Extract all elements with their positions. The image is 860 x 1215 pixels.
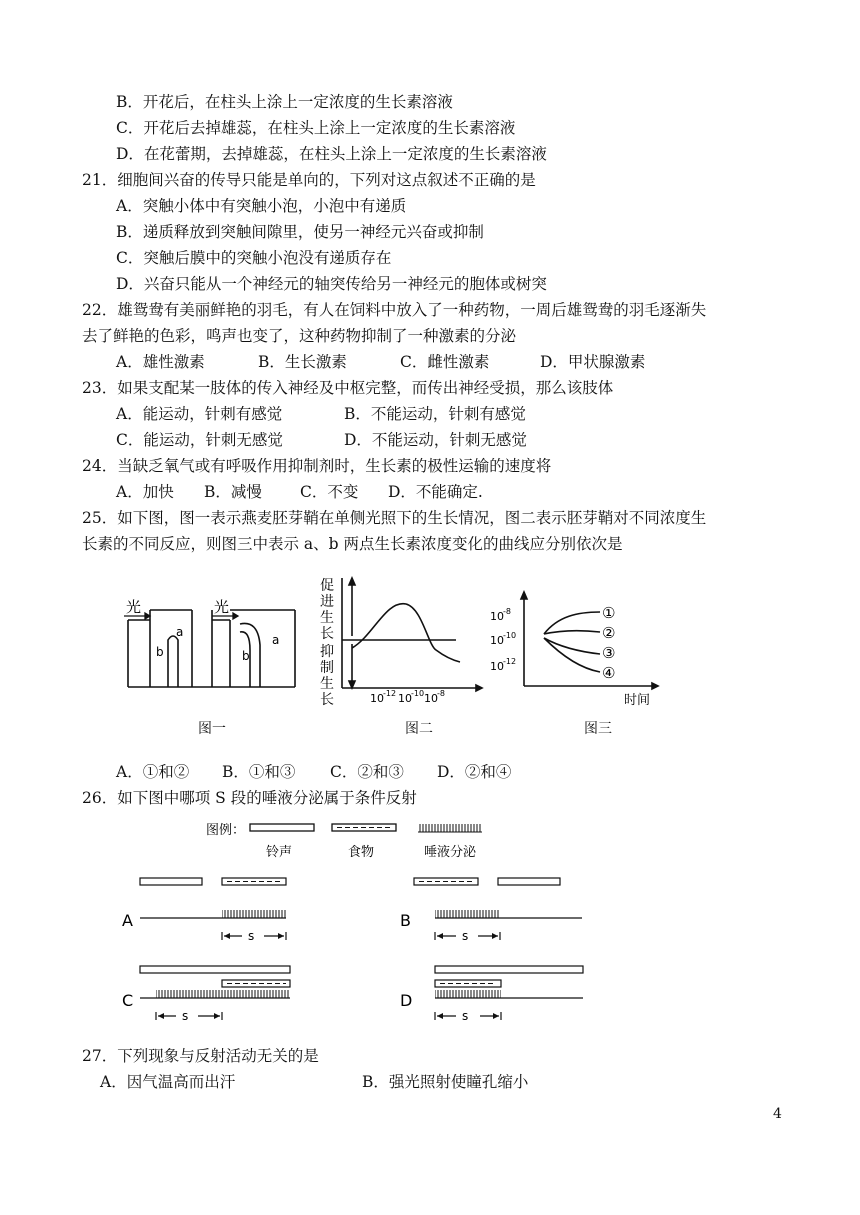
q21-option-b: B．递质释放到突触间隙里，使另一神经元兴奋或抑制 <box>116 223 484 241</box>
fig2-tick-2-exp: -10 <box>411 689 425 698</box>
q25-option-b: B．①和③ <box>222 763 296 781</box>
fig2-inhibit-char-1: 抑 <box>320 644 334 660</box>
fig2-tick-3-exp: -8 <box>437 689 445 698</box>
fig1-caption: 图一 <box>198 721 226 737</box>
q21-option-d: D．兴奋只能从一个神经元的轴突传给另一神经元的胞体或树突 <box>116 275 547 293</box>
q22-stem-line2: 去了鲜艳的色彩，鸣声也变了，这种药物抑制了一种激素的分泌 <box>82 327 517 345</box>
q26-panel-d-label: D <box>400 991 413 1010</box>
fig2-tick-3-base: 10 <box>424 692 438 705</box>
q26-panel-d-s: s <box>462 1009 469 1023</box>
fig3-tick-3-base: 10 <box>490 660 504 673</box>
q25-stem-line1: 25．如下图，图一表示燕麦胚芽鞘在单侧光照下的生长情况，图二表示胚芽鞘对不同浓度生 <box>82 509 707 527</box>
fig1-label-a-left: a <box>176 625 184 639</box>
q22-stem-line1: 22．雄鸳鸯有美丽鲜艳的羽毛，有人在饲料中放入了一种药物，一周后雄鸳鸯的羽毛逐渐失 <box>82 301 707 319</box>
q21-option-a: A．突触小体中有突触小泡，小泡中有递质 <box>116 197 407 215</box>
fig3-tick-2-exp: -10 <box>503 631 517 640</box>
fig3-tick-1-exp: -8 <box>503 607 511 616</box>
fig2-promote-char-3: 生 <box>320 610 334 626</box>
fig2-caption: 图二 <box>405 721 433 737</box>
q26-panel-b-s: s <box>462 929 469 943</box>
legend-food-label: 食物 <box>348 845 375 860</box>
legend-saliva-swatch <box>418 824 482 832</box>
q23-option-a: A．能运动，针刺有感觉 <box>116 405 283 423</box>
q23-option-d: D．不能运动，针刺无感觉 <box>344 431 527 449</box>
figure-3-concentration-time <box>488 590 668 710</box>
q27-option-b: B．强光照射使瞳孔缩小 <box>362 1073 529 1091</box>
fig3-caption: 图三 <box>584 721 612 737</box>
q23-option-c: C．能运动，针刺无感觉 <box>116 431 283 449</box>
q24-stem: 24．当缺乏氧气或有呼吸作用抑制剂时，生长素的极性运输的速度将 <box>82 457 552 475</box>
legend-bell-swatch <box>250 824 314 831</box>
q20-option-b: B．开花后，在柱头上涂上一定浓度的生长素溶液 <box>116 93 453 111</box>
fig1-light-label-right: 光 <box>214 598 230 616</box>
q21-stem: 21．细胞间兴奋的传导只能是单向的，下列对这点叙述不正确的是 <box>82 171 536 189</box>
q24-option-d: D．不能确定. <box>388 483 483 501</box>
q26-panel-a-label: A <box>122 911 133 930</box>
q26-panel-c-s: s <box>182 1009 189 1023</box>
q25-option-c: C．②和③ <box>330 763 404 781</box>
q23-option-b: B．不能运动，针刺有感觉 <box>344 405 526 423</box>
q22-option-b: B．生长激素 <box>258 353 347 371</box>
fig2-tick-1-exp: -12 <box>383 689 397 698</box>
fig3-tick-1-base: 10 <box>490 610 504 623</box>
q26-legend-title: 图例： <box>206 823 246 838</box>
fig3-curve-4-label: ④ <box>602 664 616 682</box>
fig2-inhibit-char-4: 长 <box>320 692 334 708</box>
fig3-curve-2-label: ② <box>602 624 616 642</box>
legend-bell-label: 铃声 <box>266 845 293 860</box>
fig3-tick-2-base: 10 <box>490 634 504 647</box>
fig1-label-a-right: a <box>272 633 280 647</box>
fig3-curve-3-label: ③ <box>602 644 616 662</box>
q22-option-c: C．雌性激素 <box>400 353 490 371</box>
q26-stem: 26．如下图中哪项 S 段的唾液分泌属于条件反射 <box>82 789 417 807</box>
q26-panel-a-s: s <box>248 929 255 943</box>
q22-option-a: A．雄性激素 <box>116 353 205 371</box>
fig3-curve-1-label: ① <box>602 604 616 622</box>
q27-stem: 27．下列现象与反射活动无关的是 <box>82 1047 319 1065</box>
fig1-label-b-left: b <box>156 645 164 659</box>
q20-option-d: D．在花蕾期，去掉雄蕊，在柱头上涂上一定浓度的生长素溶液 <box>116 145 547 163</box>
legend-saliva-label: 唾液分泌 <box>424 845 477 860</box>
q25-stem-line2: 长素的不同反应，则图三中表示 a、b 两点生长素浓度变化的曲线应分别依次是 <box>82 535 623 553</box>
q25-option-d: D．②和④ <box>437 763 512 781</box>
q21-option-c: C．突触后膜中的突触小泡没有递质存在 <box>116 249 392 267</box>
q24-option-a: A．加快 <box>116 483 174 501</box>
figure-2-auxin-response <box>318 570 488 710</box>
fig2-tick-2-base: 10 <box>398 692 412 705</box>
fig3-tick-3-exp: -12 <box>503 657 517 666</box>
figure-1-coleoptile <box>120 590 310 695</box>
q24-option-b: B．减慢 <box>204 483 262 501</box>
q24-option-c: C．不变 <box>300 483 359 501</box>
fig2-tick-1-base: 10 <box>370 692 384 705</box>
q22-option-d: D．甲状腺激素 <box>540 353 646 371</box>
fig2-promote-char-4: 长 <box>320 626 334 642</box>
fig2-inhibit-char-3: 生 <box>320 676 334 692</box>
fig2-promote-char-1: 促 <box>320 578 334 594</box>
q25-option-a: A．①和② <box>116 763 190 781</box>
q23-stem: 23．如果支配某一肢体的传入神经及中枢完整，而传出神经受损，那么该肢体 <box>82 379 614 397</box>
q27-option-a: A．因气温高而出汗 <box>100 1073 236 1091</box>
page-number: 4 <box>773 1106 782 1122</box>
fig1-label-b-right: b <box>242 649 250 663</box>
q26-panel-c-label: C <box>122 991 134 1010</box>
fig2-promote-char-2: 进 <box>320 594 334 610</box>
fig2-inhibit-char-2: 制 <box>320 660 334 676</box>
q20-option-c: C．开花后去掉雄蕊，在柱头上涂上一定浓度的生长素溶液 <box>116 119 516 137</box>
figure-q26-salivation <box>110 814 610 1034</box>
fig1-light-label-left: 光 <box>126 598 142 616</box>
fig3-xlabel: 时间 <box>624 693 651 708</box>
q26-panel-b-label: B <box>400 911 411 930</box>
